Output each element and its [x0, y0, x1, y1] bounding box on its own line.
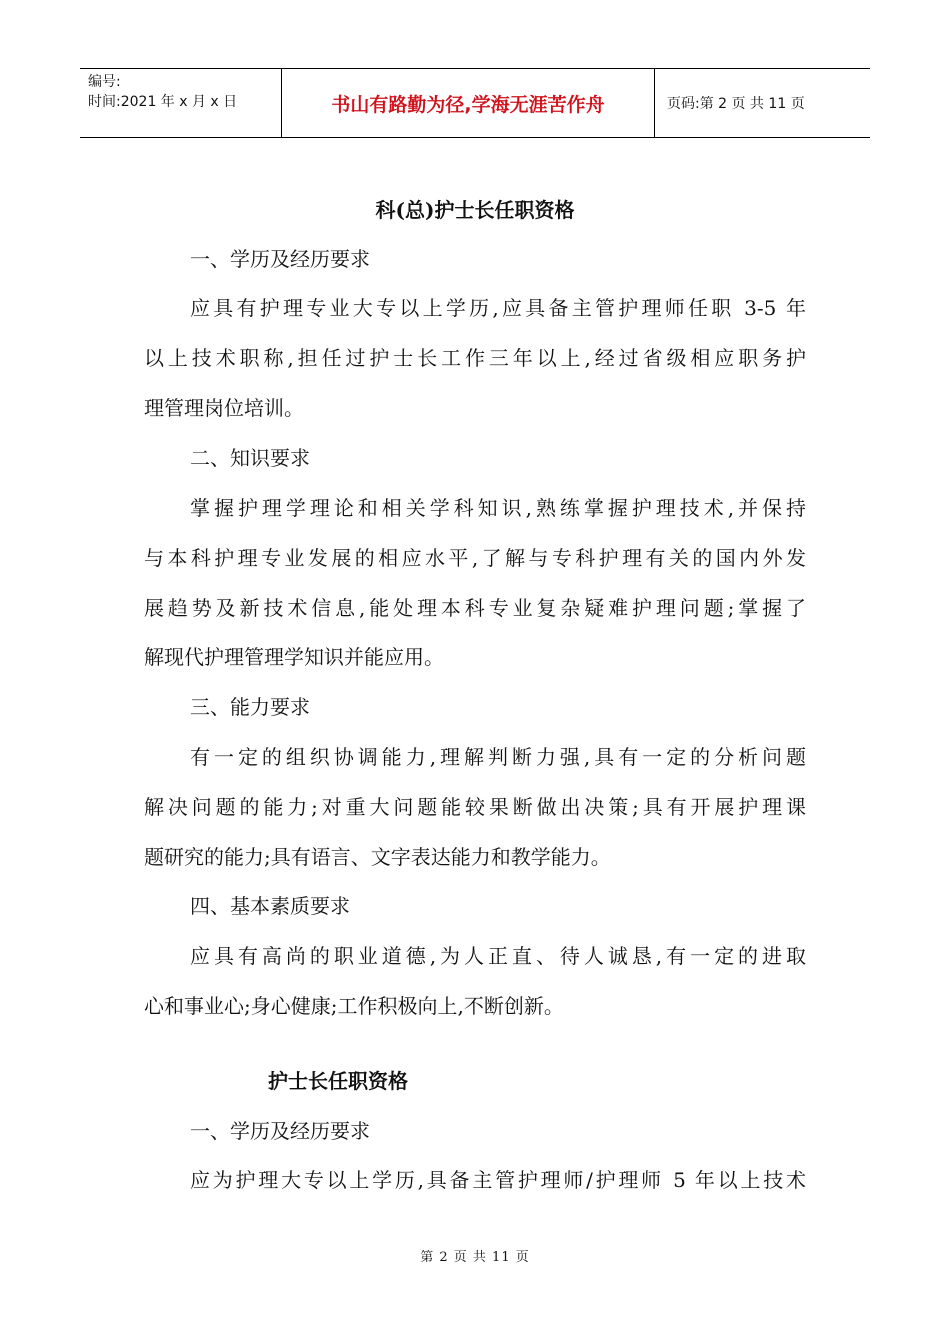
section-title: 护士长任职资格 — [268, 1069, 408, 1093]
section-heading: 一、学历及经历要求 — [190, 247, 370, 271]
document-time-label: 时间:2021 年 x 月 x 日 — [88, 94, 238, 110]
page-header — [80, 68, 870, 138]
header-meta — [80, 69, 282, 137]
paragraph-line: 以上技术职称,担任过护士长工作三年以上,经过省级相应职务护 — [144, 346, 806, 370]
page-footer: 第 2 页 共 11 页 — [420, 1250, 530, 1265]
paragraph-line: 应具有高尚的职业道德,为人正直、待人诚恳,有一定的进取 — [190, 944, 806, 968]
header-motto: 书山有路勤为径,学海无涯苦作舟 — [282, 69, 655, 137]
paragraph-line: 心和事业心;身心健康;工作积极向上,不断创新。 — [144, 994, 564, 1018]
paragraph-line: 与本科护理专业发展的相应水平,了解与专科护理有关的国内外发 — [144, 546, 806, 570]
paragraph-line: 掌握护理学理论和相关学科知识,熟练掌握护理技术,并保持 — [190, 496, 806, 520]
paragraph-line: 应为护理大专以上学历,具备主管护理师/护理师 5 年以上技术 — [190, 1168, 806, 1192]
header-page-info: 页码:第 2 页 共 11 页 — [667, 96, 805, 112]
document-number-label: 编号: — [88, 74, 121, 90]
section-heading: 三、能力要求 — [190, 695, 310, 719]
paragraph-line: 解现代护理管理学知识并能应用。 — [144, 645, 444, 669]
paragraph-line: 题研究的能力;具有语言、文字表达能力和教学能力。 — [144, 845, 611, 869]
section-heading: 一、学历及经历要求 — [190, 1119, 370, 1143]
paragraph-line: 有一定的组织协调能力,理解判断力强,具有一定的分析问题 — [190, 745, 806, 769]
paragraph-line: 理管理岗位培训。 — [144, 396, 304, 420]
paragraph-line: 应具有护理专业大专以上学历,应具备主管护理师任职 3-5 年 — [190, 296, 806, 320]
section-heading: 四、基本素质要求 — [190, 894, 350, 918]
paragraph-line: 展趋势及新技术信息,能处理本科专业复杂疑难护理问题;掌握了 — [144, 596, 806, 620]
paragraph-line: 解决问题的能力;对重大问题能较果断做出决策;具有开展护理课 — [144, 795, 806, 819]
section-title: 科(总)护士长任职资格 — [375, 198, 575, 222]
section-heading: 二、知识要求 — [190, 446, 310, 470]
